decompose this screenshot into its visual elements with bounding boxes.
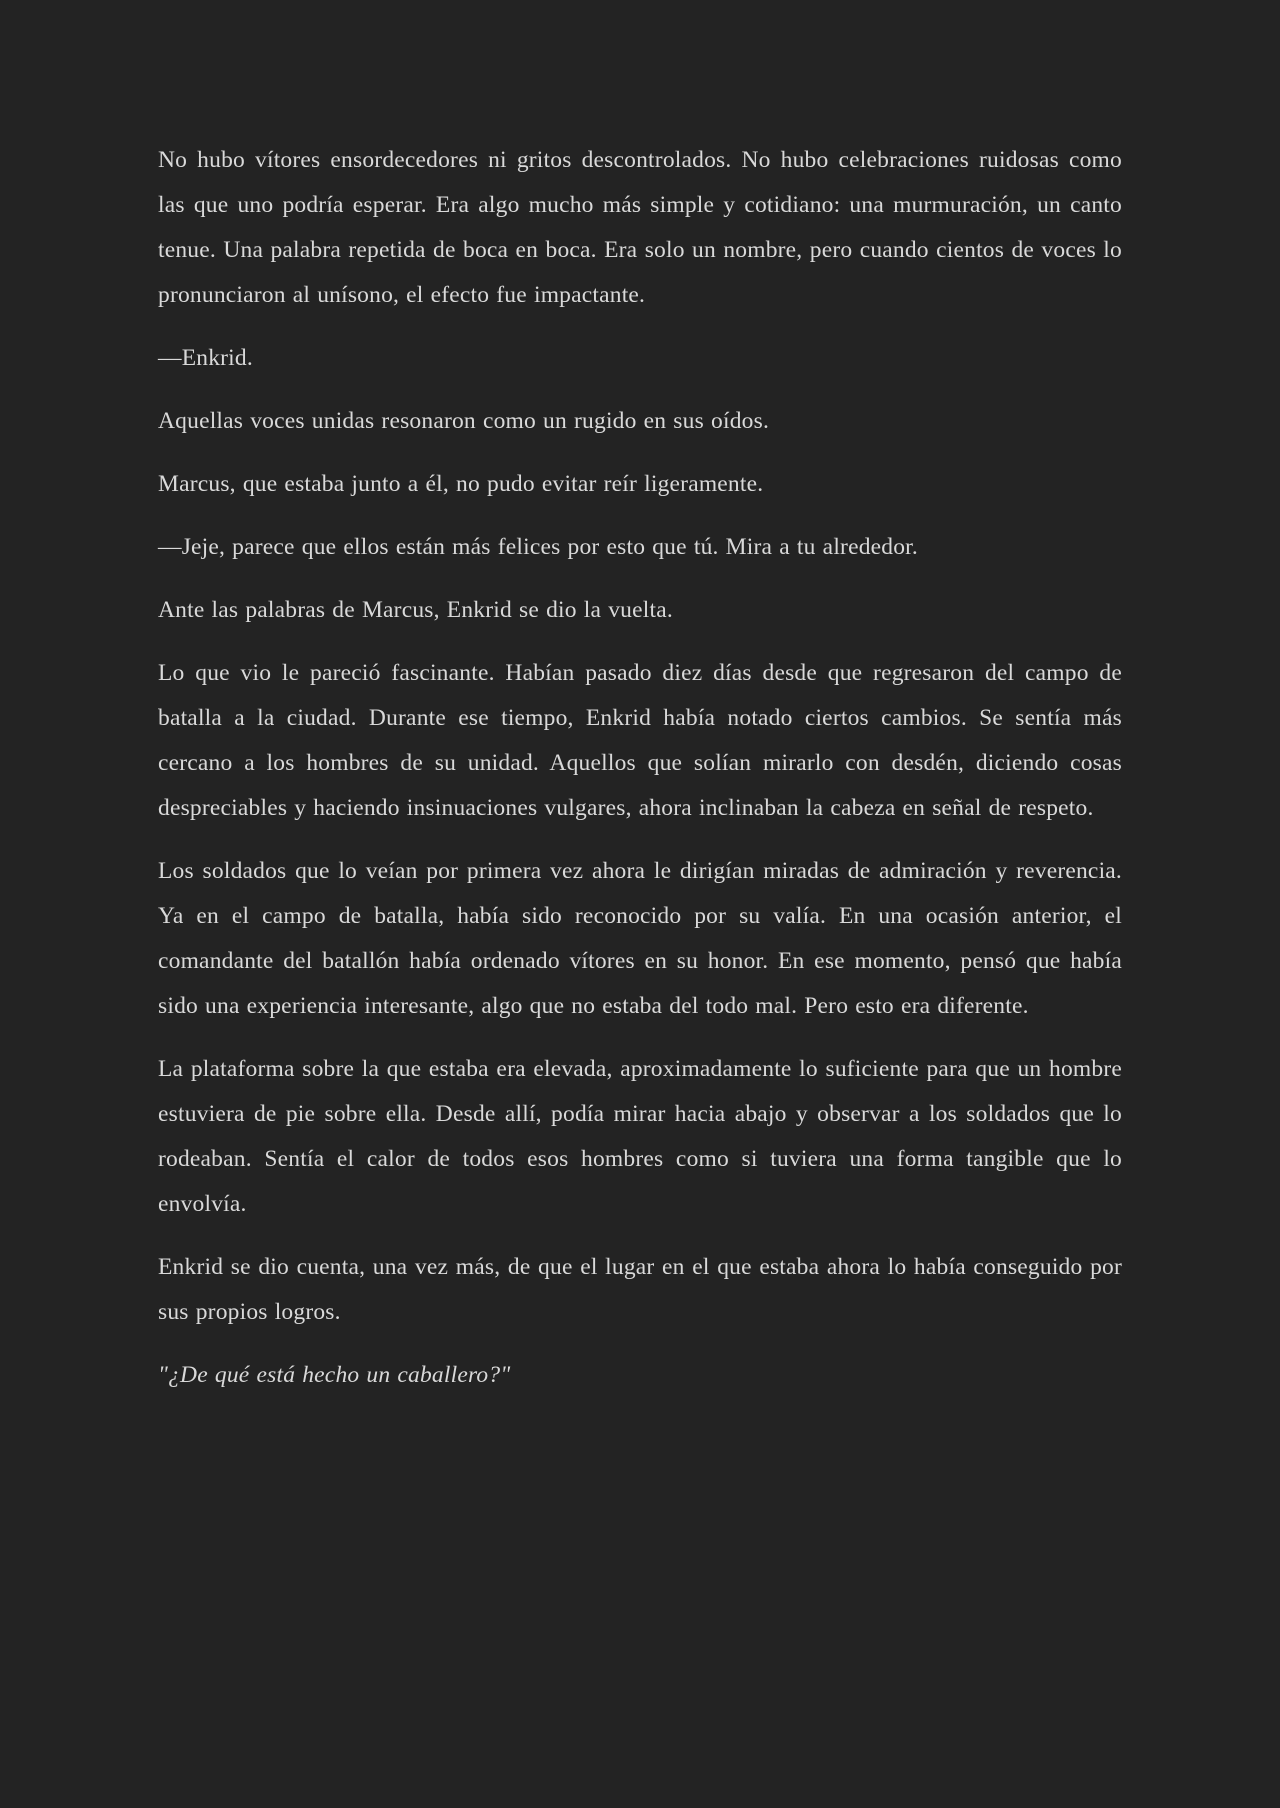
paragraph: La plataforma sobre la que estaba era elevada, aproximadamente lo suficiente para que un hombre estuviera de pie sobre ella. Desde allí, podía mirar hacia abajo y observar a los soldados que lo rodeaban. Sentía el calor de todos esos hombres como si tuviera una forma tangible que lo envolvía. bbox=[158, 1056, 1122, 1217]
dialogue-paragraph: —Enkrid. bbox=[158, 345, 253, 371]
paragraph: Ante las palabras de Marcus, Enkrid se dio la vuelta. bbox=[158, 597, 673, 623]
quote-paragraph: "¿De qué está hecho un caballero?" bbox=[158, 1362, 511, 1388]
paragraph: Marcus, que estaba junto a él, no pudo evitar reír ligeramente. bbox=[158, 471, 764, 497]
paragraph: Lo que vio le pareció fascinante. Habían pasado diez días desde que regresaron del campo de batalla a la ciudad. Durante ese tiempo, Enkrid había notado ciertos cambios. Se sentía más cercano a los hombres de su unidad. Aquellos que solían mirarlo con desdén, diciendo cosas despreciables y haciendo insinuaciones vulgares, ahora inclinaban la cabeza en señal de respeto. bbox=[158, 660, 1122, 821]
paragraph: Los soldados que lo veían por primera vez ahora le dirigían miradas de admiración y reverencia. Ya en el campo de batalla, había sido reconocido por su valía. En una ocasión anterior, el comandante del batallón había ordenado vítores en su honor. En ese momento, pensó que había sido una experiencia interesante, algo que no estaba del todo mal. Pero esto era diferente. bbox=[158, 858, 1122, 1019]
paragraph: Enkrid se dio cuenta, una vez más, de que el lugar en el que estaba ahora lo había conseguido por sus propios logros. bbox=[158, 1254, 1122, 1325]
text-content bbox=[158, 138, 1122, 1416]
dialogue-paragraph: —Jeje, parece que ellos están más felices por esto que tú. Mira a tu alrededor. bbox=[158, 534, 918, 560]
paragraph: No hubo vítores ensordecedores ni gritos descontrolados. No hubo celebraciones ruidosas como las que uno podría esperar. Era algo mucho más simple y cotidiano: una murmuración, un canto tenue. Una palabra repetida de boca en boca. Era solo un nombre, pero cuando cientos de voces lo pronunciaron al unísono, el efecto fue impactante. bbox=[158, 147, 1122, 308]
paragraph: Aquellas voces unidas resonaron como un rugido en sus oídos. bbox=[158, 408, 770, 434]
